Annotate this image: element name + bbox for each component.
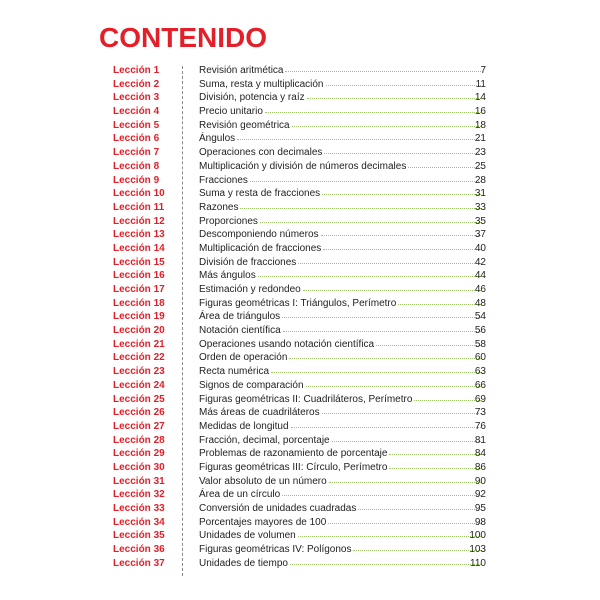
lesson-topic <box>199 310 481 324</box>
page-number: 66 <box>474 379 486 391</box>
lesson-label: Lección 36 <box>113 544 165 556</box>
page-number: 76 <box>474 420 486 432</box>
toc-row <box>0 64 600 78</box>
dot-leader <box>258 275 481 277</box>
lesson-label: Lección 22 <box>113 352 165 364</box>
page-number: 110 <box>470 557 486 569</box>
lesson-topic <box>199 447 481 461</box>
toc-row <box>0 269 600 283</box>
lesson-topic-text: Más ángulos <box>199 270 256 282</box>
lesson-topic-text: Proporciones <box>199 215 258 227</box>
lesson-topic-text: Multiplicación de fracciones <box>199 242 322 254</box>
lesson-label: Lección 6 <box>113 133 160 145</box>
table-of-contents <box>0 64 600 570</box>
lesson-topic <box>199 324 481 338</box>
toc-row <box>0 132 600 146</box>
dot-leader <box>307 97 481 99</box>
page-number: 56 <box>474 325 486 337</box>
page-number: 14 <box>474 92 486 104</box>
page-number: 73 <box>474 407 486 419</box>
lesson-label: Lección 24 <box>113 379 165 391</box>
dot-leader <box>322 412 481 414</box>
lesson-topic <box>199 461 481 475</box>
dot-leader <box>323 248 481 250</box>
dot-leader <box>329 481 481 483</box>
lesson-label: Lección 7 <box>113 147 160 159</box>
lesson-label: Lección 28 <box>113 434 165 446</box>
lesson-topic-text: Área de un círculo <box>199 489 281 501</box>
page-number: 33 <box>474 201 486 213</box>
lesson-topic <box>199 119 481 133</box>
lesson-label: Lección 4 <box>113 106 160 118</box>
page-number: 103 <box>469 544 486 556</box>
toc-row <box>0 543 600 557</box>
lesson-topic <box>199 187 481 201</box>
dot-leader <box>271 371 481 373</box>
page-number: 98 <box>474 516 486 528</box>
lesson-topic-text: Revisión geométrica <box>199 119 290 131</box>
lesson-label: Lección 21 <box>113 338 165 350</box>
page-number: 40 <box>474 242 486 254</box>
page-number: 46 <box>474 284 486 295</box>
lesson-topic <box>199 201 481 215</box>
dot-leader <box>240 207 481 209</box>
lesson-label: Lección 9 <box>113 174 160 186</box>
lesson-topic <box>199 283 481 297</box>
toc-row <box>0 187 600 201</box>
dot-leader <box>332 440 481 442</box>
lesson-topic <box>199 160 481 174</box>
lesson-label: Lección 11 <box>113 201 165 213</box>
page-number: 7 <box>480 65 486 76</box>
toc-row <box>0 461 600 475</box>
toc-row <box>0 529 600 543</box>
lesson-topic-text: División, potencia y raíz <box>199 92 305 104</box>
dot-leader <box>306 385 481 387</box>
lesson-topic-text: Descomponiendo números <box>199 229 319 241</box>
toc-row <box>0 160 600 174</box>
lesson-label: Lección 10 <box>113 188 165 200</box>
lesson-topic <box>199 132 481 146</box>
lesson-label: Lección 13 <box>113 229 165 241</box>
dot-leader <box>321 234 481 236</box>
lesson-label: Lección 35 <box>113 530 165 542</box>
lesson-topic-text: Precio unitario <box>199 106 263 118</box>
toc-row <box>0 215 600 229</box>
lesson-label: Lección 23 <box>113 366 165 378</box>
lesson-topic-text: Unidades de tiempo <box>199 557 288 569</box>
toc-row <box>0 379 600 393</box>
lesson-topic-text: Signos de comparación <box>199 379 304 391</box>
lesson-label: Lección 31 <box>113 475 165 487</box>
dot-leader <box>322 193 481 195</box>
dot-leader <box>292 125 481 127</box>
lesson-topic <box>199 529 481 543</box>
lesson-topic <box>199 543 481 557</box>
lesson-topic-text: Orden de operación <box>199 352 288 364</box>
lesson-topic-text: Valor absoluto de un número <box>199 475 327 487</box>
lesson-topic <box>199 434 481 448</box>
toc-row <box>0 393 600 407</box>
page-number: 81 <box>474 434 486 446</box>
lesson-label: Lección 5 <box>113 119 160 131</box>
page-number: 63 <box>474 366 486 378</box>
page-number: 54 <box>474 311 486 323</box>
lesson-topic <box>199 351 481 365</box>
lesson-topic <box>199 269 481 283</box>
page-number: 44 <box>474 270 486 282</box>
lesson-topic-text: Recta numérica <box>199 366 270 378</box>
lesson-topic-text: División de fracciones <box>199 256 297 268</box>
toc-row <box>0 105 600 119</box>
lesson-label: Lección 30 <box>113 461 165 473</box>
lesson-label: Lección 26 <box>113 407 165 419</box>
lesson-topic <box>199 215 481 229</box>
page-number: 28 <box>474 174 486 186</box>
page-number: 21 <box>474 133 486 145</box>
lesson-topic <box>199 406 481 420</box>
dot-leader <box>260 221 481 223</box>
lesson-topic-text: Estimación y redondeo <box>199 284 301 295</box>
lesson-topic-text: Suma y resta de fracciones <box>199 188 321 200</box>
page-number: 69 <box>474 393 486 405</box>
toc-row <box>0 310 600 324</box>
toc-row <box>0 174 600 188</box>
lesson-topic <box>199 475 481 489</box>
lesson-label: Lección 33 <box>113 503 165 514</box>
page-number: 95 <box>474 503 486 514</box>
dot-leader <box>291 426 481 428</box>
page-number: 58 <box>474 338 486 350</box>
page-number: 31 <box>474 188 486 200</box>
toc-row <box>0 297 600 311</box>
lesson-label: Lección 18 <box>113 297 165 309</box>
lesson-label: Lección 12 <box>113 215 165 227</box>
lesson-topic-text: Multiplicación y división de números decimales <box>199 160 407 172</box>
dot-leader <box>282 316 481 318</box>
lesson-topic <box>199 420 481 434</box>
lesson-label: Lección 17 <box>113 284 165 295</box>
toc-row <box>0 201 600 215</box>
lesson-label: Lección 14 <box>113 242 165 254</box>
lesson-label: Lección 20 <box>113 325 165 337</box>
lesson-label: Lección 16 <box>113 270 165 282</box>
toc-row <box>0 488 600 502</box>
page-number: 25 <box>474 160 486 172</box>
page-number: 86 <box>474 461 486 473</box>
toc-row <box>0 338 600 352</box>
toc-row <box>0 475 600 489</box>
lesson-label: Lección 1 <box>113 65 160 76</box>
lesson-topic-text: Unidades de volumen <box>199 530 296 542</box>
toc-row <box>0 119 600 133</box>
lesson-topic-text: Área de triángulos <box>199 311 281 323</box>
lesson-topic <box>199 516 481 530</box>
toc-row <box>0 447 600 461</box>
lesson-label: Lección 32 <box>113 489 165 501</box>
lesson-topic <box>199 228 481 242</box>
lesson-topic <box>199 502 481 516</box>
lesson-label: Lección 34 <box>113 516 165 528</box>
lesson-topic <box>199 488 481 502</box>
lesson-topic <box>199 78 481 92</box>
lesson-topic-text: Revisión aritmética <box>199 65 284 76</box>
lesson-topic-text: Suma, resta y multiplicación <box>199 78 324 90</box>
dot-leader <box>282 494 481 496</box>
page-number: 35 <box>474 215 486 227</box>
dot-leader <box>290 563 481 565</box>
toc-row <box>0 146 600 160</box>
toc-row <box>0 557 600 571</box>
dot-leader <box>250 180 481 182</box>
lesson-topic-text: Razones <box>199 201 239 213</box>
toc-row <box>0 434 600 448</box>
lesson-topic <box>199 64 481 78</box>
lesson-topic <box>199 105 481 119</box>
lesson-topic-text: Más áreas de cuadriláteros <box>199 407 320 419</box>
page-number: 37 <box>474 229 486 241</box>
toc-row <box>0 324 600 338</box>
toc-row <box>0 256 600 270</box>
lesson-topic-text: Conversión de unidades cuadradas <box>199 503 357 514</box>
toc-row <box>0 516 600 530</box>
lesson-label: Lección 15 <box>113 256 165 268</box>
toc-row <box>0 420 600 434</box>
page-number: 23 <box>474 147 486 159</box>
lesson-topic-text: Figuras geométricas III: Círculo, Perímetro <box>199 461 388 473</box>
toc-row <box>0 283 600 297</box>
page-number: 16 <box>474 106 486 118</box>
dot-leader <box>298 262 481 264</box>
lesson-topic-text: Operaciones usando notación científica <box>199 338 375 350</box>
lesson-label: Lección 29 <box>113 448 165 460</box>
dot-leader <box>298 535 481 537</box>
dot-leader <box>303 289 481 291</box>
lesson-topic-text: Problemas de razonamiento de porcentaje <box>199 448 388 460</box>
toc-row <box>0 351 600 365</box>
lesson-topic <box>199 338 481 352</box>
page-number: 84 <box>474 448 486 460</box>
page-number: 42 <box>474 256 486 268</box>
page-number: 90 <box>474 475 486 487</box>
lesson-topic-text: Figuras geométricas II: Cuadriláteros, Perímetro <box>199 393 413 405</box>
dot-leader <box>237 138 481 140</box>
lesson-label: Lección 27 <box>113 420 165 432</box>
lesson-label: Lección 2 <box>113 78 160 90</box>
lesson-topic <box>199 557 481 571</box>
lesson-topic-text: Medidas de longitud <box>199 420 289 432</box>
lesson-topic-text: Figuras geométricas IV: Polígonos <box>199 544 352 556</box>
lesson-label: Lección 3 <box>113 92 160 104</box>
toc-row <box>0 228 600 242</box>
page-number: 18 <box>474 119 486 131</box>
lesson-topic-text: Fracción, decimal, porcentaje <box>199 434 330 446</box>
page-number: 92 <box>474 489 486 501</box>
page-number: 100 <box>469 530 486 542</box>
page-number: 11 <box>475 78 486 90</box>
lesson-topic <box>199 365 481 379</box>
toc-row <box>0 91 600 105</box>
lesson-topic-text: Operaciones con decimales <box>199 147 323 159</box>
lesson-topic <box>199 379 481 393</box>
page-number: 48 <box>474 297 486 309</box>
dot-leader <box>283 330 481 332</box>
lesson-topic <box>199 91 481 105</box>
lesson-topic <box>199 174 481 188</box>
lesson-topic-text: Fracciones <box>199 174 248 186</box>
dot-leader <box>289 357 481 359</box>
dot-leader <box>328 522 481 524</box>
lesson-label: Lección 37 <box>113 557 165 569</box>
dot-leader <box>285 70 481 72</box>
toc-row <box>0 365 600 379</box>
toc-row <box>0 406 600 420</box>
lesson-label: Lección 25 <box>113 393 165 405</box>
lesson-label: Lección 8 <box>113 160 160 172</box>
page-title: CONTENIDO <box>99 22 267 53</box>
toc-row <box>0 242 600 256</box>
dot-leader <box>326 84 482 86</box>
lesson-topic <box>199 146 481 160</box>
toc-row <box>0 78 600 92</box>
dot-leader <box>324 152 481 154</box>
lesson-topic-text: Notación científica <box>199 325 281 337</box>
lesson-topic <box>199 393 481 407</box>
lesson-topic <box>199 256 481 270</box>
page-number: 60 <box>474 352 486 364</box>
toc-row <box>0 502 600 516</box>
lesson-topic-text: Porcentajes mayores de 100 <box>199 516 327 528</box>
lesson-label: Lección 19 <box>113 311 165 323</box>
dot-leader <box>265 111 481 113</box>
lesson-topic <box>199 242 481 256</box>
lesson-topic-text: Figuras geométricas I: Triángulos, Perímetro <box>199 297 397 309</box>
lesson-topic <box>199 297 481 311</box>
lesson-topic-text: Ángulos <box>199 133 236 145</box>
